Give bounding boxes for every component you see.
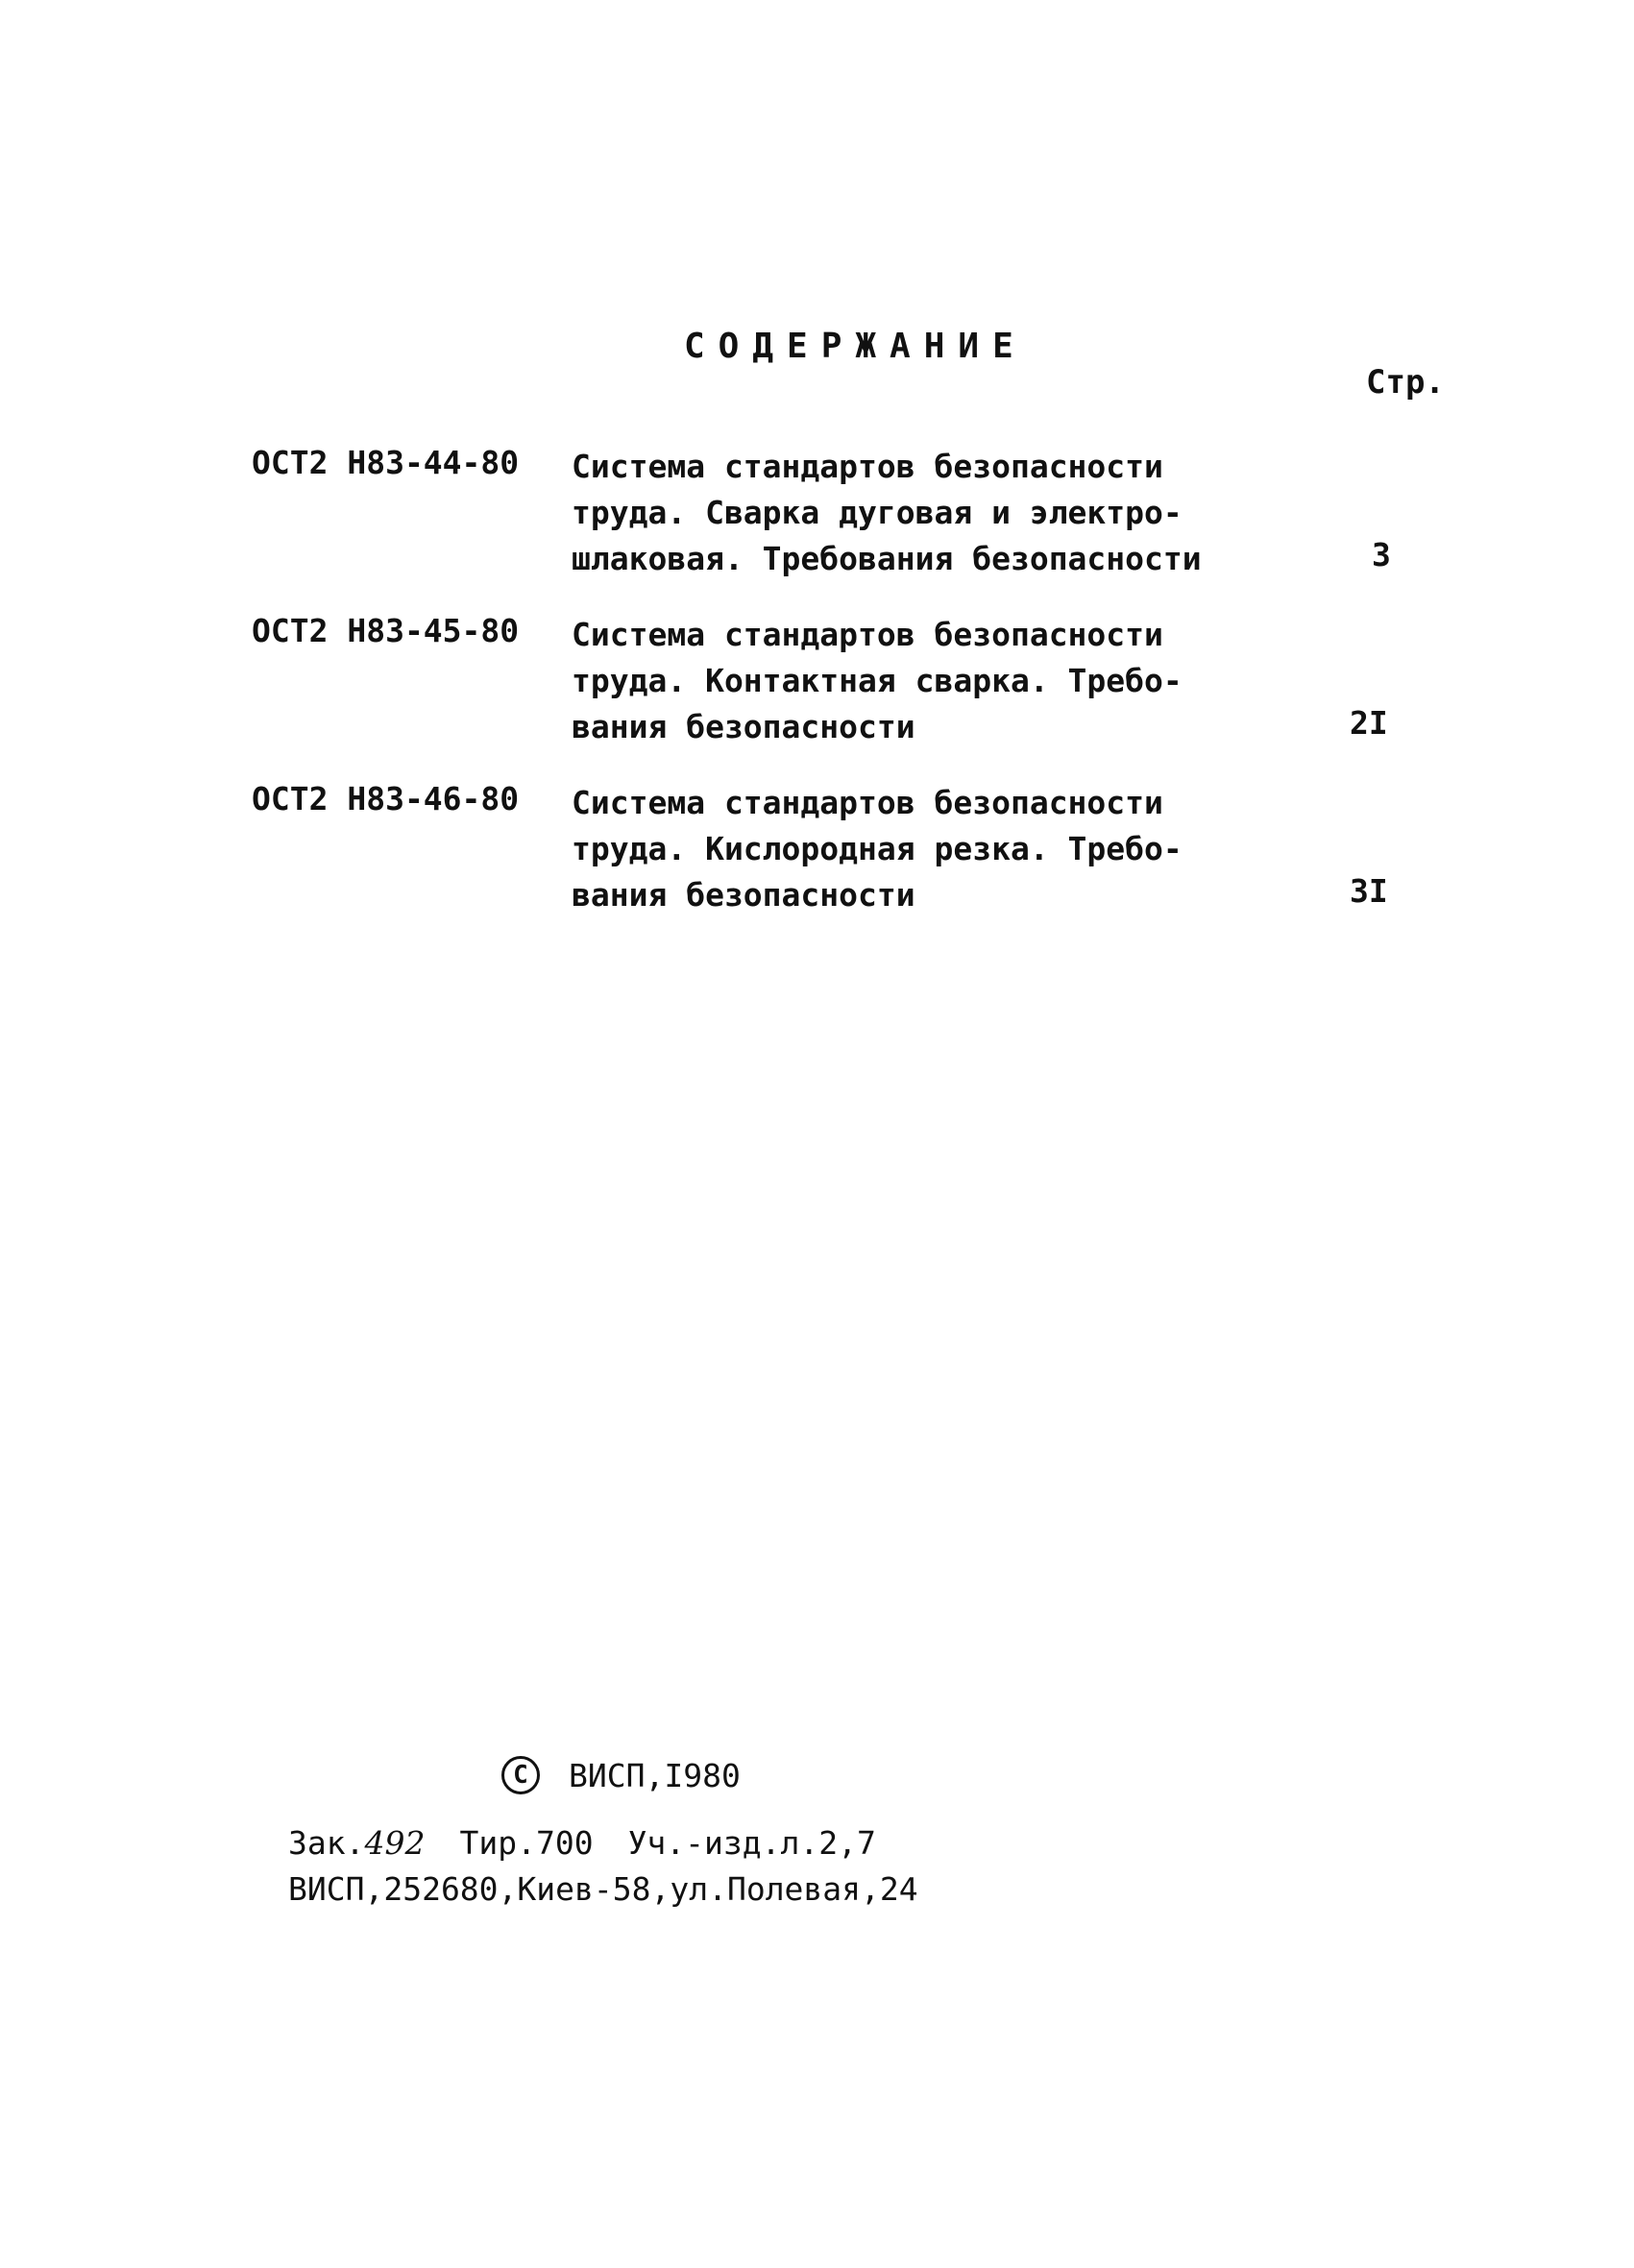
publisher-address: ВИСП,252680,Киев-58,ул.Полевая,24 [288, 1870, 918, 1908]
contents-heading: СОДЕРЖАНИЕ [684, 327, 1027, 366]
entry-title-line: Система стандартов безопасности [572, 616, 1163, 653]
standard-code: ОСТ2 Н83-45-80 [252, 612, 520, 649]
entry-title-line: труда. Сварка дуговая и электро- [572, 494, 1183, 531]
toc-entry [252, 444, 1443, 588]
entry-page-number: 3 [1372, 536, 1391, 573]
entry-title-line: вания безопасности [572, 708, 915, 745]
toc-entry [252, 612, 1443, 756]
publication-sheets: Уч.-изд.л.2,7 [627, 1824, 876, 1862]
entry-title [572, 780, 1244, 918]
copyright-line [501, 1756, 741, 1794]
standard-code: ОСТ2 Н83-44-80 [252, 444, 520, 481]
entry-title-line: Система стандартов безопасности [572, 784, 1163, 821]
imprint-line-1 [288, 1820, 918, 1866]
entry-title [572, 444, 1244, 582]
entry-page-number: 2I [1350, 704, 1388, 742]
entry-title-line: Система стандартов безопасности [572, 448, 1163, 485]
standard-code: ОСТ2 Н83-46-80 [252, 780, 520, 817]
order-label: Зак. [288, 1824, 365, 1862]
toc-entry [252, 780, 1443, 924]
entry-title [572, 612, 1244, 750]
entry-title-line: шлаковая. Требования безопасности [572, 540, 1202, 577]
imprint-block [288, 1820, 918, 1913]
entry-page-number: 3I [1350, 872, 1388, 910]
print-run: Тир.700 [459, 1824, 594, 1862]
copyright-icon: C [501, 1756, 540, 1794]
copyright-text: ВИСП,I980 [569, 1756, 741, 1794]
entry-title-line: труда. Контактная сварка. Требо- [572, 662, 1183, 699]
entry-title-line: вания безопасности [572, 876, 915, 914]
order-number: 492 [364, 1824, 426, 1862]
entry-title-line: труда. Кислородная резка. Требо- [572, 830, 1183, 867]
page-column-label: Стр. [1366, 363, 1445, 402]
